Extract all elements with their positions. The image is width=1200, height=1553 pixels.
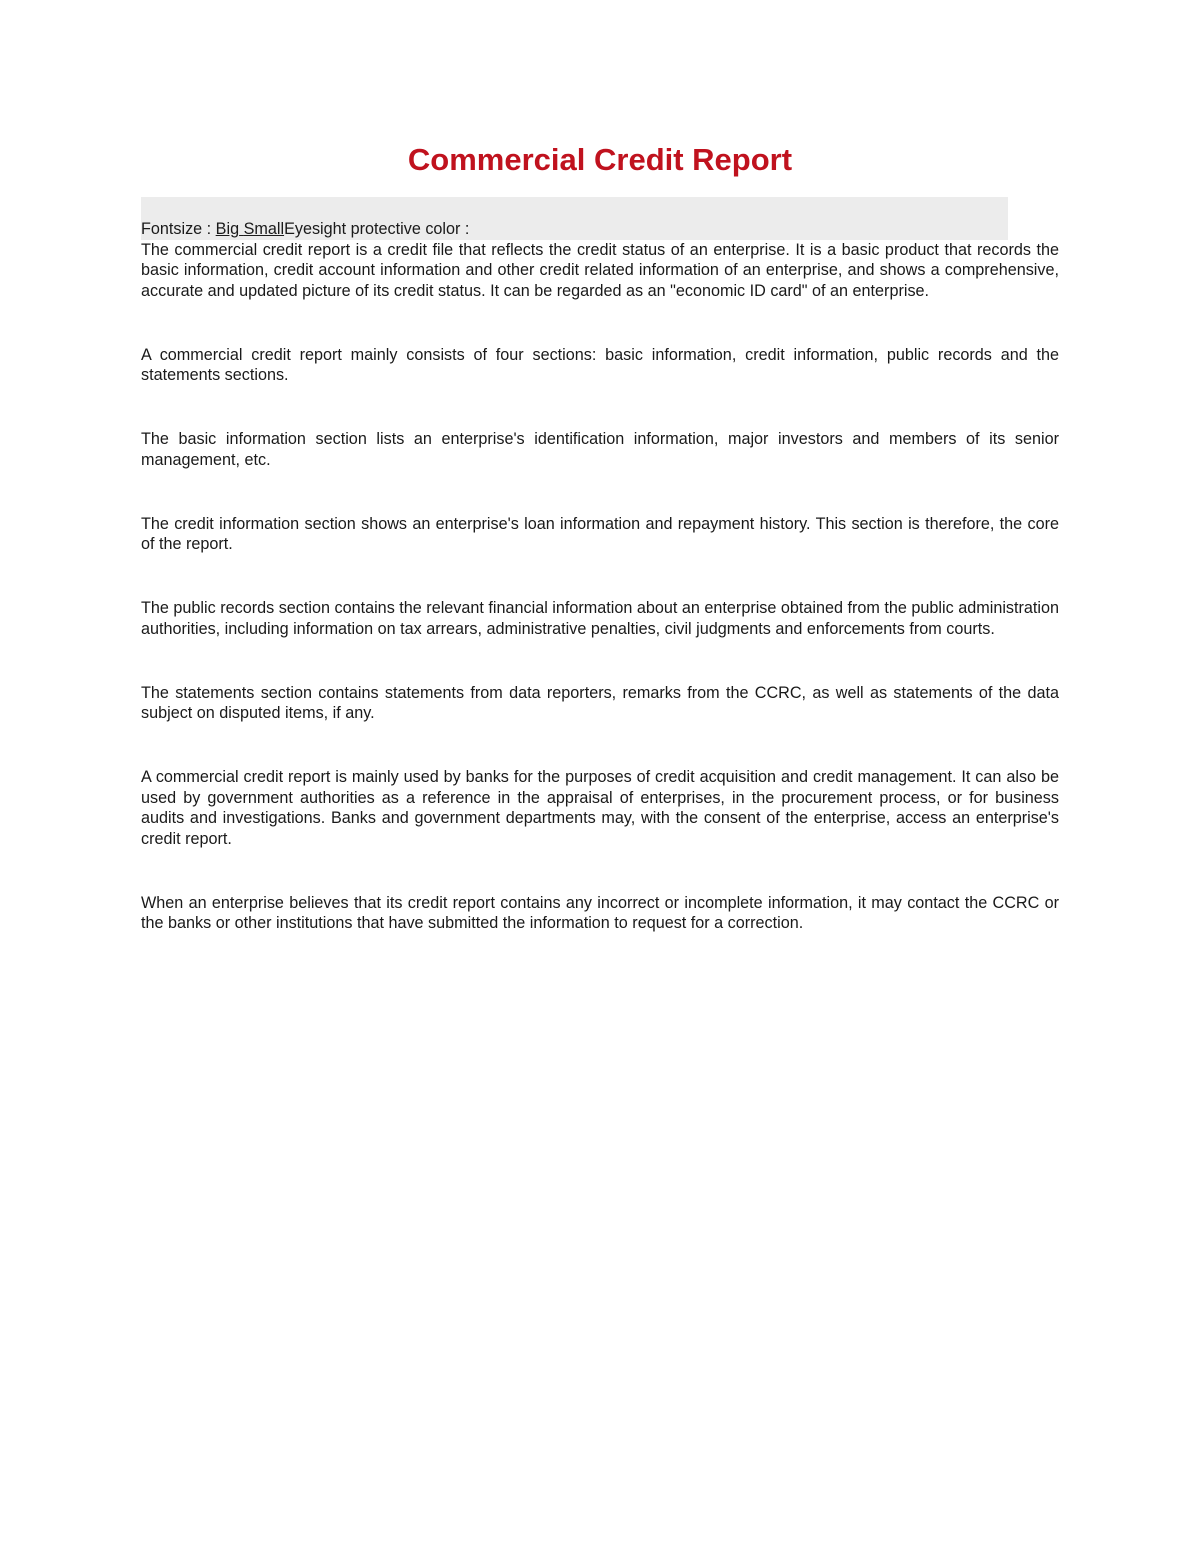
paragraph-statements: The statements section contains statements from data reporters, remarks from the CCRC, as well as statements of the data subject on disputed items, if any. xyxy=(141,683,1059,722)
paragraph-credit-info: The credit information section shows an enterprise's loan information and repayment history. This section is therefore, the core of the report. xyxy=(141,514,1059,553)
paragraph-public-records: The public records section contains the relevant financial information about an enterprise obtained from the public administration authorities, including information on tax arrears, administrative penalties, civil judgments and enforcements from courts. xyxy=(141,599,1059,638)
paragraph-intro: The commercial credit report is a credit file that reflects the credit status of an enterprise. It is a basic product that records the basic information, credit account information and other credit related information of an enterprise, and shows a comprehensive, accurate and updated picture of its credit status. It can be regarded as an "economic ID card" of an enterprise. xyxy=(141,240,1059,300)
paragraph-sections: A commercial credit report mainly consists of four sections: basic information, credit information, public records and the statements sections. xyxy=(141,345,1059,384)
document-body xyxy=(141,219,1059,977)
font-big-link[interactable]: Big xyxy=(215,220,240,238)
page-title: Commercial Credit Report xyxy=(407,142,793,177)
font-small-link[interactable]: Small xyxy=(243,220,285,238)
eyesight-color-label: Eyesight protective color : xyxy=(284,220,470,238)
paragraph-correction: When an enterprise believes that its credit report contains any incorrect or incomplete information, it may contact the CCRC or the banks or other institutions that have submitted the information to request for a correction. xyxy=(141,893,1059,932)
font-toolbar xyxy=(141,219,1059,240)
fontsize-label: Fontsize : xyxy=(141,220,216,238)
paragraph-usage: A commercial credit report is mainly used by banks for the purposes of credit acquisition and credit management. It can also be used by government authorities as a reference in the appraisal of enterprises, in the procurement process, or for business audits and investigations. Banks and government departments may, with the consent of the enterprise, access an enterprise's credit report. xyxy=(141,768,1059,848)
paragraph-basic-info: The basic information section lists an enterprise's identification information, major investors and members of its senior management, etc. xyxy=(141,430,1059,469)
